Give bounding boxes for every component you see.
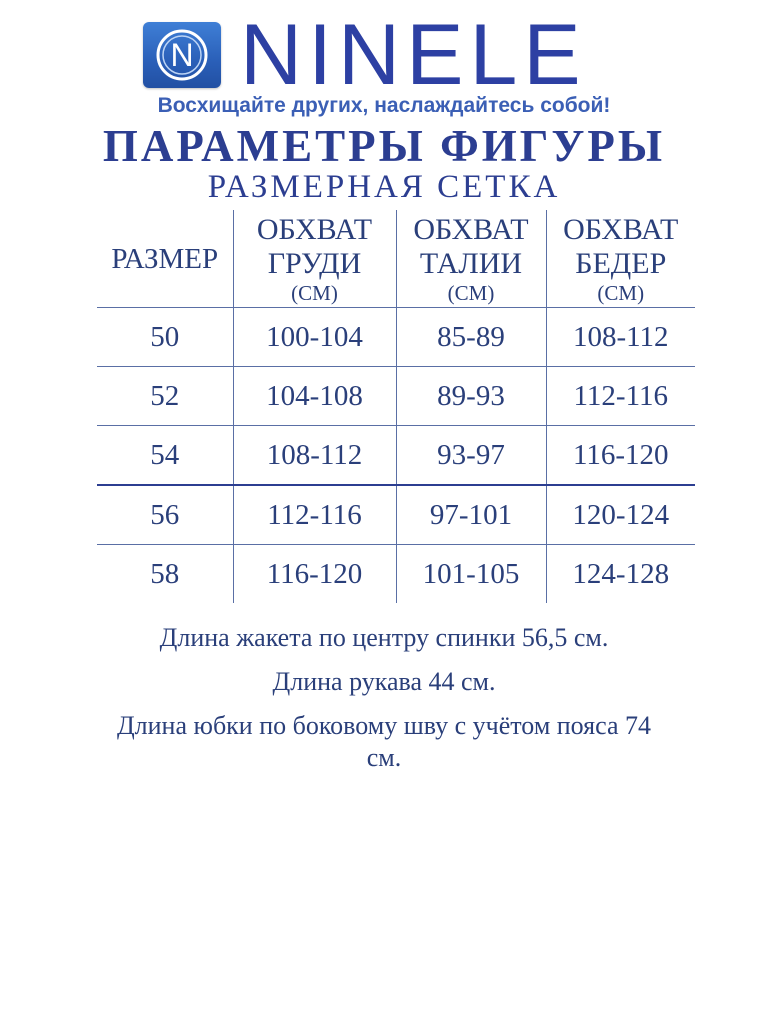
table-row [97,367,695,426]
cell-chest: 116-120 [233,545,396,604]
table-row [97,485,695,545]
header-hips-line1: ОБХВАТ [563,212,679,246]
table-row [97,308,695,367]
table-row [97,545,695,604]
cell-chest: 108-112 [233,426,396,486]
brand-tagline: Восхищайте других, наслаждайтесь собой! [157,94,611,117]
cell-chest: 100-104 [233,308,396,367]
header-waist-line2: ТАЛИИ [419,246,523,280]
cell-hips: 116-120 [546,426,695,486]
header-chest [233,210,396,308]
garment-notes [0,622,768,774]
header-waist [396,210,546,308]
cell-hips: 120-124 [546,485,695,545]
header-chest-line1: ОБХВАТ [256,212,373,246]
header-hips-line2: БЕДЕР [575,246,667,280]
header-hips [546,210,695,308]
cell-size: 50 [97,308,233,367]
cell-size: 54 [97,426,233,486]
cell-size: 52 [97,367,233,426]
brand-header [0,7,768,103]
header-hips-unit: (СМ) [597,280,645,305]
cell-hips: 108-112 [546,308,695,367]
header-waist-unit: (СМ) [447,280,495,305]
table-header-row [97,210,695,308]
brand-logo-icon [143,22,221,88]
cell-waist: 85-89 [396,308,546,367]
header-waist-line1: ОБХВАТ [413,212,529,246]
note-sleeve-length: Длина рукава 44 см. [272,667,496,696]
header-size [97,210,233,308]
page-title: ПАРАМЕТРЫ ФИГУРЫ [102,121,666,171]
logo-letter: N [170,37,194,73]
cell-waist: 97-101 [396,485,546,545]
note-jacket-length: Длина жакета по центру спинки 56,5 см. [159,623,609,652]
header-chest-line2: ГРУДИ [267,246,362,280]
cell-chest: 112-116 [233,485,396,545]
size-chart-table [97,210,695,603]
note-skirt-length: Длина юбки по боковому шву с учётом пояса 74 см. [116,711,652,772]
cell-waist: 93-97 [396,426,546,486]
cell-waist: 89-93 [396,367,546,426]
header-chest-unit: (СМ) [291,280,338,305]
cell-size: 56 [97,485,233,545]
cell-hips: 112-116 [546,367,695,426]
page-subtitle: РАЗМЕРНАЯ СЕТКА [207,169,561,205]
header-size-label: РАЗМЕР [111,242,219,275]
cell-chest: 104-108 [233,367,396,426]
cell-waist: 101-105 [396,545,546,604]
brand-name: NINELE [240,7,587,103]
table-row [97,426,695,486]
cell-size: 58 [150,557,180,590]
cell-hips: 124-128 [546,545,695,604]
